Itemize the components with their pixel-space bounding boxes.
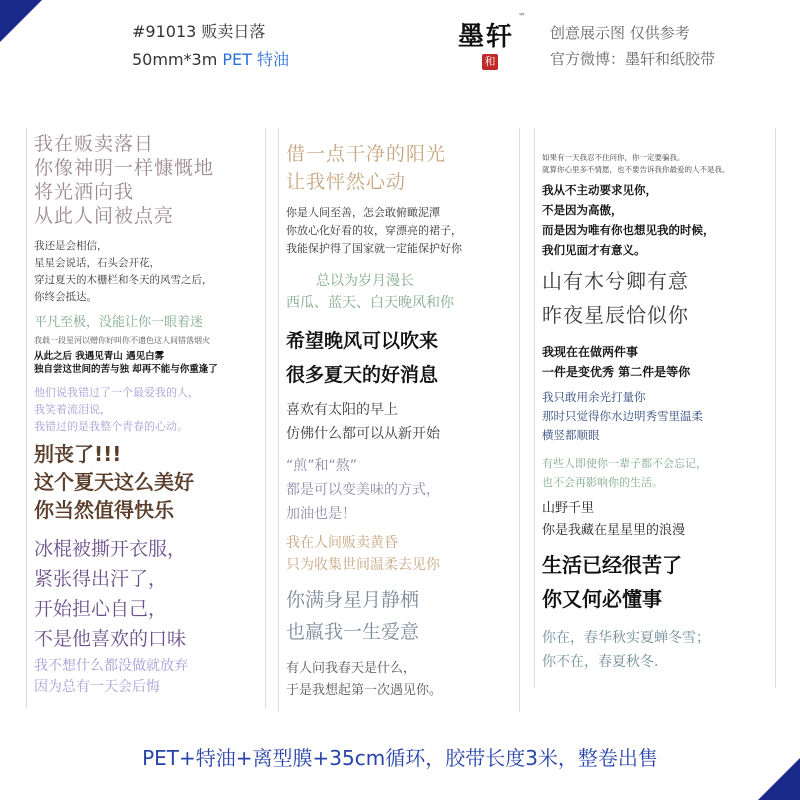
- text-block: 喜欢有太阳的早上 仿佛什么都可以从新开始: [286, 402, 440, 442]
- text-block: 山野千里 你是我藏在星星里的浪漫: [542, 501, 686, 538]
- text-block: 我载一段星河以赠你好叫你不遗色这人间错落烟火: [34, 336, 210, 345]
- text-block: 我在贩卖落日 你像神明一样慷慨地 将光洒向我 从此人间被点亮: [34, 133, 215, 227]
- disclaimer-line-1: 创意展示图 仅供参考: [550, 24, 690, 42]
- text-block: 从此之后 我遇见青山 遇见白雾 独自尝这世间的苦与独 却再不能与你重逢了: [34, 351, 218, 375]
- text-block: “煎”和“熬” 都是可以变美味的方式， 加油也是！: [286, 458, 440, 522]
- text-block: 我还是会相信， 星星会说话，石头会开花， 穿过夏天的木栅栏和冬天的风雪之后， 你终会抵达。: [34, 240, 213, 303]
- text-block: 你是人间至善，怎会敢俯瞰泥潭 你放心化好看的妆，穿漂亮的裙子， 我能保护得了国家就一定能保护好你: [286, 206, 462, 255]
- text-block: 我从不主动要求见你， 不是因为高傲， 而是因为唯有你也想见我的时候， 我们见面才有意义。: [542, 183, 715, 257]
- product-footer-description: PET+特油+离型膜+35cm循环，胶带长度3米，整卷出售: [142, 746, 658, 770]
- logo-text: 墨轩: [458, 22, 515, 52]
- text-block: 有些人即使你一辈子都不会忘记， 也不会再影响你的生活。: [542, 457, 707, 489]
- text-block: 有人问我春天是什么， 于是我想起第一次遇见你。: [286, 661, 443, 698]
- text-block: 希望晚风可以吹来 很多夏天的好消息: [286, 330, 439, 386]
- strip-edge: [775, 128, 776, 688]
- strip-edge: [26, 128, 27, 708]
- product-spec: 50mm*3m PET 特油: [132, 50, 290, 69]
- tape-strip-1: [26, 128, 266, 708]
- text-block: 如果有一天我忍不住问你，你一定要骗我。 就算你心里多不情愿，也不要告诉我你最爱的人不是我。: [542, 153, 730, 174]
- text-block: 平凡至极，没能让你一眼着迷: [34, 315, 204, 330]
- text-block: 你满身星月静栖 也羸我一生爱意: [286, 589, 420, 643]
- text-block: 别丧了!!! 这个夏天这么美好 你当然值得快乐: [34, 442, 194, 522]
- red-seal-icon: 和: [482, 54, 498, 70]
- text-block: 我现在在做两件事 一件是变优秀 第二件是等你: [542, 345, 691, 379]
- trademark-mark: ™: [518, 12, 526, 21]
- text-block: 他们说我错过了一个最爱我的人， 我笑着流泪说， 我错过的是我整个青春的心动。: [34, 386, 199, 433]
- text-block: 你在，春华秋实夏蝉冬雪； 你不在，春夏秋冬.: [542, 630, 710, 670]
- text-block: 我不想什么都没做就放弃 因为总有一天会后悔: [34, 658, 188, 695]
- strip-edge: [278, 128, 279, 712]
- text-block: 借一点干净的阳光 让我怦然心动: [286, 143, 447, 193]
- text-block: 生活已经很苦了 你又何必懂事: [542, 553, 682, 611]
- tape-strip-2: [278, 128, 520, 712]
- text-block: 冰棍被撕开衣服， 紧张得出汗了， 开始担心自己， 不是他喜欢的口味: [34, 538, 187, 650]
- disclaimer-line-2: 官方微博：墨轩和纸胶带: [550, 50, 716, 68]
- tape-strip-3: [534, 128, 776, 688]
- strip-edge: [534, 128, 535, 688]
- brand-logo: [456, 12, 528, 76]
- product-code-title: #91013 贩卖日落: [132, 22, 266, 41]
- disclaimer: [550, 20, 715, 72]
- text-block: 山有木兮卿有意 昨夜星辰恰似你: [542, 269, 689, 327]
- text-block: 我在人间贩卖黄昏 只为收集世间温柔去见你: [286, 535, 440, 573]
- product-info: [132, 18, 289, 74]
- text-block: 总以为岁月漫长 西瓜、蓝天、白天晚风和你: [286, 273, 454, 311]
- text-block: 我只敢用余光打量你 那时只觉得你水边明秀雪里温柔 横竖都顺眼: [542, 390, 703, 442]
- strip-edge: [519, 128, 520, 712]
- corner-decoration-top-left: [0, 0, 42, 42]
- strip-edge: [265, 128, 266, 708]
